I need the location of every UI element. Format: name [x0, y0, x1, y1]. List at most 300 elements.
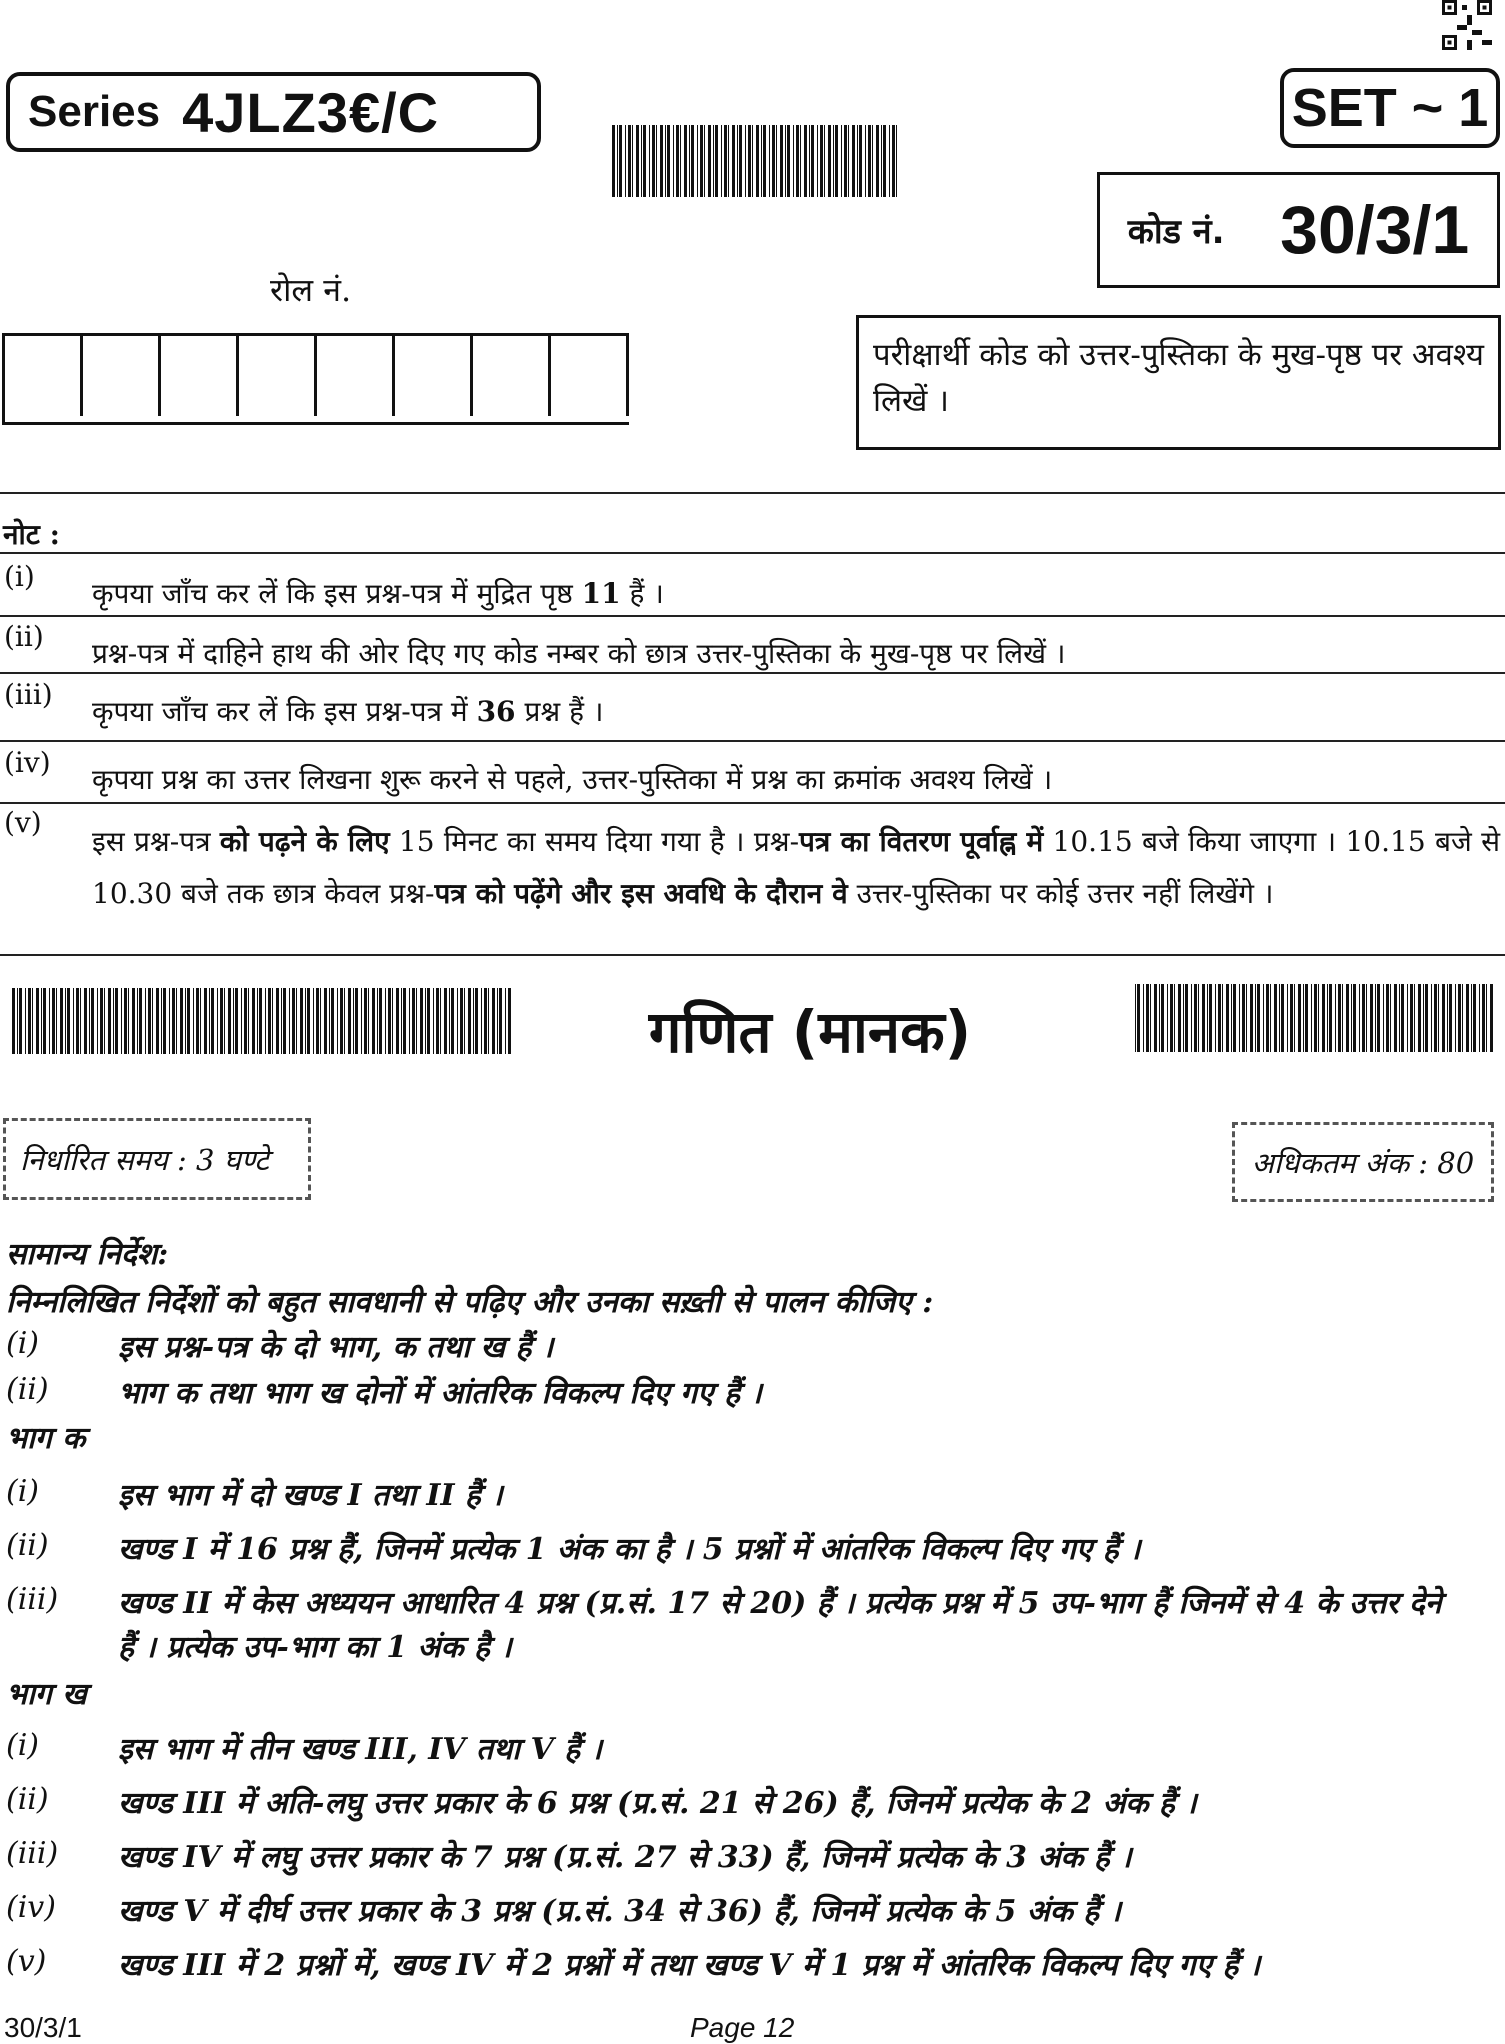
- set-box: [1280, 68, 1500, 148]
- barcode-bar: [1170, 984, 1173, 1052]
- barcode-bar: [728, 125, 729, 197]
- barcode-bar: [1418, 984, 1421, 1052]
- barcode-bar: [300, 988, 303, 1054]
- note-item-bold: 36: [476, 695, 516, 728]
- barcode-bar: [211, 988, 214, 1054]
- barcode-bar: [313, 988, 314, 1054]
- barcode-bar: [800, 125, 801, 197]
- barcode-bar: [828, 125, 831, 197]
- barcode-bar: [619, 125, 622, 197]
- barcode-bar: [364, 988, 367, 1054]
- barcode-bar: [643, 125, 646, 197]
- barcode-bar: [433, 988, 434, 1054]
- barcode-bar: [748, 125, 751, 197]
- roll-number-cell[interactable]: [551, 336, 629, 416]
- barcode-bar: [436, 988, 439, 1054]
- barcode-bar: [145, 988, 146, 1054]
- barcode-bar: [337, 988, 338, 1054]
- instruction-text: इस भाग में दो खण्ड I तथा II हैं ।: [118, 1478, 503, 1513]
- right-barcode: [1135, 984, 1495, 1052]
- divider: [0, 740, 1505, 742]
- barcode-bar: [307, 988, 310, 1054]
- barcode-bar: [1242, 984, 1245, 1052]
- barcode-bar: [872, 125, 873, 197]
- instruction-text: इस भाग में तीन खण्ड III, IV तथा V हैं ।: [118, 1732, 602, 1767]
- barcode-bar: [1479, 984, 1480, 1052]
- barcode-bar: [276, 988, 279, 1054]
- roll-number-cell[interactable]: [239, 336, 317, 416]
- barcode-bar: [1218, 984, 1221, 1052]
- barcode-bar: [425, 988, 426, 1054]
- instruction-number: (i): [6, 1474, 40, 1509]
- barcode-bar: [1298, 984, 1301, 1052]
- barcode-bar: [824, 125, 825, 197]
- barcode-bar: [19, 988, 22, 1054]
- barcode-bar: [451, 988, 454, 1054]
- barcode-bar: [793, 125, 794, 197]
- barcode-bar: [468, 988, 471, 1054]
- barcode-bar: [305, 988, 306, 1054]
- barcode-bar: [228, 988, 231, 1054]
- barcode-bar: [113, 988, 114, 1054]
- barcode-bar: [667, 125, 670, 197]
- barcode-bar: [265, 988, 266, 1054]
- barcode-bar: [385, 988, 386, 1054]
- barcode-bar: [1407, 984, 1408, 1052]
- barcode-bar: [324, 988, 327, 1054]
- barcode-bar: [488, 988, 489, 1054]
- barcode-bar: [344, 988, 345, 1054]
- barcode-bar: [689, 125, 690, 197]
- barcode-bar: [137, 988, 138, 1054]
- barcode-bar: [331, 988, 334, 1054]
- barcode-bar: [403, 988, 406, 1054]
- barcode-bar: [1174, 984, 1175, 1052]
- note-item: [0, 560, 1505, 610]
- barcode-bar: [745, 125, 746, 197]
- barcode-bar: [292, 988, 295, 1054]
- barcode-bar: [348, 988, 351, 1054]
- barcode-bar: [649, 125, 650, 197]
- barcode-bar: [235, 988, 238, 1054]
- barcode-bar: [104, 988, 105, 1054]
- barcode-bar: [1198, 984, 1199, 1052]
- barcode-bar: [427, 988, 430, 1054]
- barcode-bar: [156, 988, 159, 1054]
- barcode-bar: [697, 125, 698, 197]
- barcode-bar: [185, 988, 186, 1054]
- qr-code-icon: [1442, 0, 1492, 50]
- note-item-text: प्रश्न हैं ।: [515, 695, 604, 728]
- barcode-bar: [868, 125, 871, 197]
- roll-number-cell[interactable]: [317, 336, 395, 416]
- barcode-bar: [1194, 984, 1197, 1052]
- note-item-text: प्रश्न-पत्र में दाहिने हाथ की ओर दिए गए कोड नम्बर को छात्र उत्तर-पुस्तिका के मुख-पृष्ठ पर लिखें ।: [92, 637, 1066, 670]
- barcode-bar: [193, 988, 194, 1054]
- barcode-bar: [169, 988, 170, 1054]
- barcode-bar: [1318, 984, 1319, 1052]
- barcode-bar: [713, 125, 714, 197]
- barcode-bar: [409, 988, 410, 1054]
- barcode-bar: [329, 988, 330, 1054]
- barcode-bar: [289, 988, 290, 1054]
- barcode-bar: [1231, 984, 1232, 1052]
- barcode-bar: [1209, 984, 1212, 1052]
- barcode-bar: [1442, 984, 1445, 1052]
- instruction-text: इस प्रश्न-पत्र के दो भाग, क तथा ख हैं ।: [118, 1330, 554, 1365]
- barcode-bar: [1338, 984, 1341, 1052]
- barcode-bar: [1414, 984, 1415, 1052]
- barcode-bar: [204, 988, 207, 1054]
- instruction-number: (v): [6, 1944, 47, 1979]
- barcode-bar: [1362, 984, 1365, 1052]
- barcode-bar: [361, 988, 362, 1054]
- code-label: कोड नं.: [1127, 212, 1225, 252]
- instruction-text: भाग क तथा भाग ख दोनों में आंतरिक विकल्प दिए गए हैं ।: [118, 1376, 762, 1411]
- barcode-bar: [676, 125, 679, 197]
- barcode-bar: [691, 125, 694, 197]
- barcode-bar: [1279, 984, 1280, 1052]
- barcode-bar: [259, 988, 262, 1054]
- left-barcode: [12, 988, 514, 1054]
- barcode-bar: [739, 125, 742, 197]
- barcode-bar: [281, 988, 282, 1054]
- divider: [0, 615, 1505, 617]
- barcode-bar: [1473, 984, 1476, 1052]
- divider: [0, 552, 1505, 554]
- roll-number-cell[interactable]: [5, 336, 83, 416]
- note-item: [0, 806, 1505, 954]
- barcode-bar: [475, 988, 478, 1054]
- barcode-bar: [889, 125, 890, 197]
- note-item-text: 10.15 बजे किया जाएगा । 10.15 बजे से 10.30 बजे तक छात्र केवल प्रश्न-: [92, 825, 1500, 910]
- barcode-bar: [1246, 984, 1247, 1052]
- barcode-bar: [1486, 984, 1487, 1052]
- barcode-bar: [12, 988, 15, 1054]
- barcode-bar: [1329, 984, 1332, 1052]
- barcode-bar: [1399, 984, 1400, 1052]
- note-item-bold: पत्र को पढ़ेंगे और इस अवधि के दौरान वे: [434, 877, 848, 910]
- barcode-bar: [139, 988, 142, 1054]
- barcode-bar: [820, 125, 823, 197]
- barcode-bar: [737, 125, 738, 197]
- note-item-text: उत्तर-पुस्तिका पर कोई उत्तर नहीं लिखेंगे ।: [847, 877, 1274, 910]
- barcode-bar: [464, 988, 465, 1054]
- barcode-bar: [1455, 984, 1456, 1052]
- instruction-text: खण्ड III में अति-लघु उत्तर प्रकार के 6 प्रश्न (प्र.सं. 21 से 26) हैं, जिनमें प्रत्येक के 2 अंक हैं ।: [118, 1786, 1197, 1821]
- barcode-bar: [49, 988, 50, 1054]
- time-allowed: निर्धारित समय : 3 घण्टे: [3, 1118, 311, 1200]
- barcode-bar: [1434, 984, 1437, 1052]
- note-item-text: 15 मिनट का समय दिया गया है । प्रश्न-: [389, 825, 800, 858]
- roll-number-cell[interactable]: [83, 336, 161, 416]
- barcode-bar: [859, 125, 862, 197]
- barcode-bar: [1386, 984, 1389, 1052]
- barcode-bar: [401, 988, 402, 1054]
- barcode-bar: [1178, 984, 1181, 1052]
- barcode-bar: [1154, 984, 1157, 1052]
- barcode-bar: [883, 125, 886, 197]
- roll-number-label: रोल नं.: [270, 271, 352, 309]
- barcode-bar: [752, 125, 753, 197]
- barcode-bar: [1263, 984, 1264, 1052]
- barcode-bar: [1215, 984, 1216, 1052]
- barcode-bar: [1383, 984, 1384, 1052]
- barcode-bar: [1222, 984, 1223, 1052]
- barcode-bar: [200, 988, 201, 1054]
- top-barcode: [612, 125, 902, 197]
- barcode-bar: [1438, 984, 1439, 1052]
- barcode-bar: [80, 988, 81, 1054]
- barcode-bar: [1294, 984, 1295, 1052]
- barcode-bar: [1314, 984, 1317, 1052]
- barcode-bar: [241, 988, 242, 1054]
- barcode-bar: [833, 125, 834, 197]
- part-a-title: भाग क: [6, 1421, 86, 1456]
- barcode-bar: [172, 988, 175, 1054]
- barcode-bar: [817, 125, 818, 197]
- footer-code: 30/3/1: [4, 2012, 82, 2043]
- barcode-bar: [412, 988, 415, 1054]
- barcode-bar: [396, 988, 399, 1054]
- barcode-bar: [1290, 984, 1293, 1052]
- divider: [0, 672, 1505, 674]
- instruction-text: खण्ड V में दीर्घ उत्तर प्रकार के 3 प्रश्न (प्र.सं. 34 से 36) हैं, जिनमें प्रत्येक के 5 अंक हैं ।: [118, 1894, 1121, 1929]
- barcode-bar: [804, 125, 807, 197]
- barcode-bar: [340, 988, 343, 1054]
- barcode-bar: [641, 125, 642, 197]
- barcode-bar: [1266, 984, 1269, 1052]
- note-item-text: कृपया प्रश्न का उत्तर लिखना शुरू करने से पहले, उत्तर-पुस्तिका में प्रश्न का क्रमांक अवश्य लिखें ।: [92, 763, 1053, 796]
- series-code: 4JLZ3€/C: [182, 80, 440, 144]
- barcode-bar: [25, 988, 26, 1054]
- instruction-text: खण्ड IV में लघु उत्तर प्रकार के 7 प्रश्न (प्र.सं. 27 से 33) हैं, जिनमें प्रत्येक के 3 अंक हैं ।: [118, 1840, 1132, 1875]
- barcode-bar: [1482, 984, 1485, 1052]
- barcode-bar: [272, 988, 273, 1054]
- barcode-bar: [1146, 984, 1149, 1052]
- barcode-bar: [1287, 984, 1288, 1052]
- barcode-bar: [1342, 984, 1343, 1052]
- roll-number-cell[interactable]: [395, 336, 473, 416]
- barcode-bar: [124, 988, 127, 1054]
- barcode-bar: [128, 988, 129, 1054]
- barcode-bar: [1490, 984, 1493, 1052]
- barcode-bar: [1250, 984, 1253, 1052]
- barcode-bar: [625, 125, 626, 197]
- note-item-text: कृपया जाँच कर लें कि इस प्रश्न-पत्र में मुद्रित पृष्ठ: [92, 577, 582, 610]
- barcode-bar: [660, 125, 663, 197]
- barcode-bar: [1423, 984, 1424, 1052]
- barcode-bar: [224, 988, 225, 1054]
- barcode-bar: [43, 988, 46, 1054]
- barcode-bar: [492, 988, 495, 1054]
- barcode-bar: [252, 988, 255, 1054]
- barcode-bar: [1335, 984, 1336, 1052]
- barcode-bar: [1159, 984, 1160, 1052]
- barcode-bar: [1375, 984, 1376, 1052]
- barcode-bar: [1311, 984, 1312, 1052]
- divider: [0, 802, 1505, 804]
- barcode-bar: [420, 988, 423, 1054]
- part-b-title: भाग ख: [6, 1677, 87, 1712]
- barcode-bar: [1255, 984, 1256, 1052]
- barcode-bar: [841, 125, 842, 197]
- barcode-bar: [268, 988, 271, 1054]
- barcode-bar: [497, 988, 498, 1054]
- barcode-bar: [505, 988, 506, 1054]
- barcode-bar: [132, 988, 135, 1054]
- barcode-bar: [320, 988, 321, 1054]
- barcode-bar: [220, 988, 223, 1054]
- barcode-bar: [1183, 984, 1184, 1052]
- barcode-bar: [67, 988, 70, 1054]
- barcode-bar: [248, 988, 249, 1054]
- barcode-bar: [115, 988, 118, 1054]
- barcode-bar: [1281, 984, 1284, 1052]
- barcode-bar: [1359, 984, 1360, 1052]
- barcode-bar: [379, 988, 382, 1054]
- barcode-bar: [787, 125, 790, 197]
- note-item-bold: को पढ़ने के लिए: [219, 825, 390, 858]
- barcode-bar: [100, 988, 103, 1054]
- note-item: [0, 746, 1505, 802]
- barcode-bar: [680, 125, 681, 197]
- barcode-bar: [673, 125, 674, 197]
- barcode-bar: [233, 988, 234, 1054]
- barcode-bar: [1449, 984, 1452, 1052]
- barcode-bar: [161, 988, 162, 1054]
- barcode-bar: [89, 988, 90, 1054]
- barcode-bar: [1458, 984, 1461, 1052]
- barcode-bar: [163, 988, 166, 1054]
- barcode-bar: [896, 125, 897, 197]
- barcode-bar: [508, 988, 511, 1054]
- barcode-bar: [1390, 984, 1391, 1052]
- barcode-bar: [1270, 984, 1271, 1052]
- barcode-bar: [1303, 984, 1304, 1052]
- barcode-bar: [1466, 984, 1469, 1052]
- barcode-bar: [811, 125, 814, 197]
- barcode-bar: [1346, 984, 1349, 1052]
- barcode-bar: [780, 125, 783, 197]
- barcode-bar: [257, 988, 258, 1054]
- barcode-bar: [1257, 984, 1260, 1052]
- barcode-bar: [73, 988, 74, 1054]
- barcode-bar: [209, 988, 210, 1054]
- barcode-bar: [1202, 984, 1205, 1052]
- instruction-number: (ii): [6, 1372, 49, 1407]
- barcode-bar: [392, 988, 393, 1054]
- barcode-bar: [704, 125, 705, 197]
- barcode-bar: [148, 988, 151, 1054]
- barcode-bar: [180, 988, 183, 1054]
- set-label: SET ~ 1: [1291, 78, 1489, 138]
- roll-number-boxes: [2, 333, 629, 425]
- barcode-bar: [32, 988, 33, 1054]
- subject-title: गणित (मानक): [648, 998, 972, 1066]
- barcode-bar: [1322, 984, 1325, 1052]
- barcode-bar: [28, 988, 31, 1054]
- barcode-bar: [1135, 984, 1136, 1052]
- barcode-bar: [388, 988, 391, 1054]
- barcode-bar: [17, 988, 18, 1054]
- series-label: Series: [28, 87, 161, 136]
- note-item-bold: पत्र का वितरण पूर्वाह्न में: [799, 825, 1044, 858]
- instruction-text: खण्ड II में केस अध्ययन आधारित 4 प्रश्न (प्र.सं. 17 से 20) हैं । प्रत्येक प्रश्न में 5 उप-भाग हैं जिनमें से 4 के उत्तर देने हैं । प्रत्येक उप-भाग का 1 अंक है ।: [118, 1586, 1442, 1665]
- barcode-bar: [1462, 984, 1463, 1052]
- barcode-bar: [1150, 984, 1151, 1052]
- barcode-bar: [1353, 984, 1356, 1052]
- barcode-bar: [56, 988, 57, 1054]
- barcode-bar: [473, 988, 474, 1054]
- barcode-bar: [1377, 984, 1380, 1052]
- instruction-number: (i): [6, 1728, 40, 1763]
- barcode-bar: [772, 125, 775, 197]
- barcode-bar: [176, 988, 177, 1054]
- barcode-bar: [196, 988, 199, 1054]
- roll-number-cell[interactable]: [473, 336, 551, 416]
- barcode-bar: [187, 988, 190, 1054]
- series-box: [6, 72, 541, 152]
- barcode-bar: [1351, 984, 1352, 1052]
- barcode-bar: [152, 988, 153, 1054]
- barcode-bar: [732, 125, 735, 197]
- divider: [0, 492, 1505, 494]
- barcode-bar: [857, 125, 858, 197]
- barcode-bar: [91, 988, 94, 1054]
- barcode-bar: [76, 988, 79, 1054]
- barcode-bar: [457, 988, 458, 1054]
- barcode-bar: [1447, 984, 1448, 1052]
- barcode-bar: [1410, 984, 1413, 1052]
- barcode-bar: [1143, 984, 1144, 1052]
- barcode-bar: [108, 988, 111, 1054]
- barcode-bar: [1161, 984, 1164, 1052]
- barcode-bar: [636, 125, 639, 197]
- barcode-bar: [848, 125, 849, 197]
- barcode-bar: [52, 988, 55, 1054]
- barcode-bar: [1401, 984, 1404, 1052]
- instruction-text: खण्ड III में 2 प्रश्नों में, खण्ड IV में 2 प्रश्नों में तथा खण्ड V में 1 प्रश्न में आंतरिक विकल्प दिए गए हैं ।: [118, 1948, 1261, 1983]
- barcode-bar: [1327, 984, 1328, 1052]
- barcode-bar: [84, 988, 87, 1054]
- barcode-bar: [449, 988, 450, 1054]
- roll-number-cell[interactable]: [161, 336, 239, 416]
- note-item: [0, 678, 1505, 738]
- instruction-number: (ii): [6, 1528, 49, 1563]
- note-title: नोट :: [3, 518, 60, 551]
- barcode-bar: [1226, 984, 1229, 1052]
- barcode-bar: [617, 125, 618, 197]
- barcode-bar: [715, 125, 718, 197]
- barcode-bar: [756, 125, 759, 197]
- barcode-bar: [876, 125, 879, 197]
- barcode-bar: [484, 988, 487, 1054]
- examinee-instruction-box: परीक्षार्थी कोड को उत्तर-पुस्तिका के मुख-पृष्ठ पर अवश्य लिखें ।: [856, 315, 1501, 450]
- instruction-number: (i): [6, 1326, 40, 1361]
- divider: [0, 954, 1505, 956]
- barcode-bar: [1366, 984, 1367, 1052]
- barcode-bar: [1185, 984, 1188, 1052]
- barcode-bar: [1394, 984, 1397, 1052]
- barcode-bar: [684, 125, 687, 197]
- barcode-bar: [1233, 984, 1236, 1052]
- barcode-bar: [785, 125, 786, 197]
- footer-page: Page 12: [690, 2012, 795, 2043]
- barcode-bar: [377, 988, 378, 1054]
- note-item-number: (iv): [4, 746, 51, 779]
- instruction-text: खण्ड I में 16 प्रश्न हैं, जिनमें प्रत्येक 1 अंक का है । 5 प्रश्नों में आंतरिक विकल्प दिए गए हैं ।: [118, 1532, 1141, 1567]
